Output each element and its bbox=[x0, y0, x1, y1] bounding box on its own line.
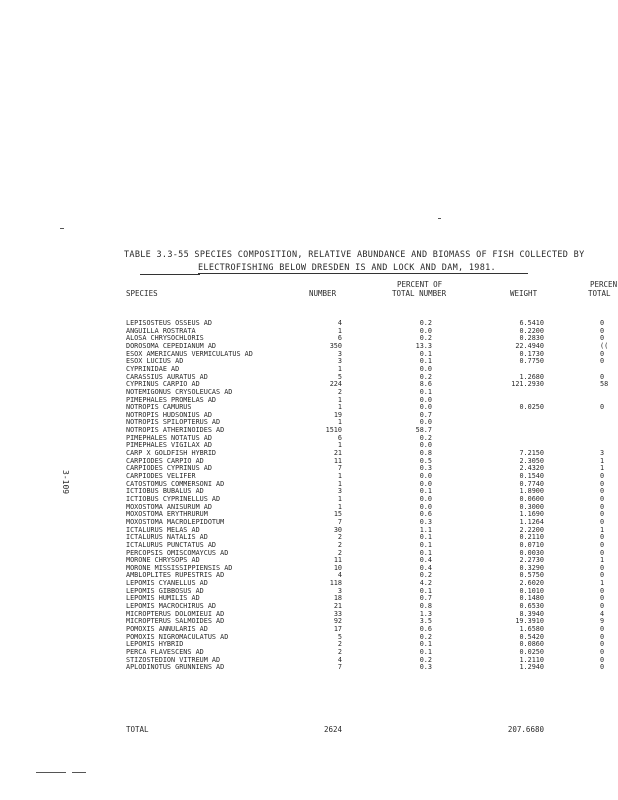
percent-cell: 13.3 bbox=[415, 341, 432, 350]
number-cell: 1 bbox=[337, 494, 342, 503]
percent-weight-cell: 0 bbox=[600, 563, 605, 572]
species-cell: LEPOMIS HUMILIS AD bbox=[126, 594, 200, 603]
header-species: SPECIES bbox=[126, 289, 158, 298]
percent-cell: 0.5 bbox=[419, 456, 432, 465]
species-cell: PIMEPHALES VIGILAX AD bbox=[126, 441, 212, 450]
percent-weight-cell: 0 bbox=[600, 494, 605, 503]
table-row bbox=[0, 542, 618, 549]
species-cell: LEPOMIS HYBRID bbox=[126, 640, 184, 649]
species-cell: PIMEPHALES NOTATUS AD bbox=[126, 433, 212, 442]
percent-cell: 0.1 bbox=[419, 533, 432, 542]
species-cell: MICROPTERUS SALMOIDES AD bbox=[126, 617, 225, 626]
species-cell: CARASSIUS AURATUS AD bbox=[126, 372, 208, 381]
number-cell: 1 bbox=[337, 502, 342, 511]
percent-cell: 8.6 bbox=[419, 380, 432, 389]
percent-weight-cell: 0 bbox=[600, 357, 605, 366]
percent-weight-cell: 0 bbox=[600, 655, 605, 664]
number-cell: 18 bbox=[333, 594, 342, 603]
table-row bbox=[0, 557, 618, 564]
table-row bbox=[0, 450, 618, 457]
percent-weight-cell: 0 bbox=[600, 334, 605, 343]
percent-cell: 0.6 bbox=[419, 510, 432, 519]
percent-cell: 0.1 bbox=[419, 487, 432, 496]
percent-cell: 0.8 bbox=[419, 449, 432, 458]
percent-cell: 0.0 bbox=[419, 326, 432, 335]
table-row bbox=[0, 404, 618, 411]
scan-mark bbox=[438, 218, 441, 219]
percent-weight-cell: 1 bbox=[600, 456, 605, 465]
species-cell: CARPIODES VELIFER bbox=[126, 472, 196, 480]
percent-cell: 0.1 bbox=[419, 387, 432, 396]
percent-cell: 0.0 bbox=[419, 479, 432, 488]
percent-cell: 0.0 bbox=[419, 472, 432, 480]
species-cell: STIZOSTEDION VITREUM AD bbox=[126, 655, 221, 664]
percent-cell: 0.2 bbox=[419, 372, 432, 381]
percent-weight-cell: 0 bbox=[600, 479, 605, 488]
table-row bbox=[0, 320, 618, 327]
weight-cell: 1.2110 bbox=[519, 655, 544, 664]
percent-weight-cell: 0 bbox=[600, 326, 605, 335]
number-cell: 5 bbox=[337, 632, 342, 641]
weight-cell: 0.7750 bbox=[519, 357, 544, 366]
percent-weight-cell: 0 bbox=[600, 540, 605, 549]
percent-cell: 4.2 bbox=[419, 579, 432, 588]
number-cell: 1 bbox=[337, 395, 342, 404]
number-cell: 92 bbox=[333, 617, 342, 626]
number-cell: 1510 bbox=[325, 426, 342, 435]
percent-cell: 0.4 bbox=[419, 563, 432, 572]
header-weight: WEIGHT bbox=[510, 289, 538, 298]
weight-cell: 1.1264 bbox=[519, 517, 544, 526]
percent-weight-cell: 0 bbox=[600, 533, 605, 542]
species-cell: LEPISOSTEUS OSSEUS AD bbox=[126, 319, 212, 327]
species-cell: ICTALURUS NATALIS AD bbox=[126, 533, 208, 542]
weight-cell: 0.2200 bbox=[519, 326, 544, 335]
percent-cell: 3.5 bbox=[419, 617, 432, 626]
species-cell: AMBLOPLITES RUPESTRIS AD bbox=[126, 571, 225, 580]
number-cell: 10 bbox=[333, 563, 342, 572]
scan-mark bbox=[72, 772, 86, 773]
table-row bbox=[0, 519, 618, 526]
species-cell: NOTROPIS HUDSONIUS AD bbox=[126, 410, 212, 419]
number-cell: 21 bbox=[333, 602, 342, 611]
number-cell: 3 bbox=[337, 487, 342, 496]
table-row bbox=[0, 580, 618, 587]
weight-cell: 22.4940 bbox=[515, 341, 544, 350]
header-percent-line1: PERCENT OF bbox=[397, 280, 443, 289]
percent-weight-cell: 0 bbox=[600, 625, 605, 633]
percent-cell: 1.3 bbox=[419, 609, 432, 618]
number-cell: 350 bbox=[329, 341, 342, 350]
number-cell: 2 bbox=[337, 647, 342, 656]
number-cell: 118 bbox=[329, 579, 342, 588]
percent-cell: 0.1 bbox=[419, 540, 432, 549]
species-cell: MOXOSTOMA ANISURUM AD bbox=[126, 502, 212, 511]
weight-cell: 0.0250 bbox=[519, 647, 544, 656]
percent-cell: 0.3 bbox=[419, 663, 432, 672]
percent-cell: 0.2 bbox=[419, 334, 432, 343]
number-cell: 11 bbox=[333, 456, 342, 465]
weight-cell: 0.2830 bbox=[519, 334, 544, 343]
species-cell: PERCA FLAVESCENS AD bbox=[126, 647, 204, 656]
species-cell: ESOX LUCIUS AD bbox=[126, 357, 184, 366]
table-row bbox=[0, 343, 618, 350]
number-cell: 4 bbox=[337, 571, 342, 580]
percent-cell: 0.2 bbox=[419, 632, 432, 641]
table-row bbox=[0, 389, 618, 396]
percent-weight-cell: 0 bbox=[600, 586, 605, 595]
weight-cell: 2.4320 bbox=[519, 464, 544, 473]
table-row bbox=[0, 603, 618, 610]
table-row bbox=[0, 366, 618, 373]
percent-weight-cell: 0 bbox=[600, 571, 605, 580]
percent-cell: 0.1 bbox=[419, 640, 432, 649]
species-cell: ESOX AMERICANUS VERMICULATUS AD bbox=[126, 349, 253, 358]
number-cell: 11 bbox=[333, 556, 342, 565]
species-cell: CARPIODES CARPIO AD bbox=[126, 456, 204, 465]
weight-cell: 0.1480 bbox=[519, 594, 544, 603]
number-cell: 2 bbox=[337, 387, 342, 396]
number-cell: 6 bbox=[337, 334, 342, 343]
weight-cell: 0.3000 bbox=[519, 502, 544, 511]
weight-cell: 0.0250 bbox=[519, 403, 544, 412]
table-row bbox=[0, 381, 618, 388]
weight-cell: 2.2730 bbox=[519, 556, 544, 565]
number-cell: 7 bbox=[337, 517, 342, 526]
species-cell: ANGUILLA ROSTRATA bbox=[126, 326, 196, 335]
weight-cell: 6.5410 bbox=[519, 319, 544, 327]
species-cell: LEPOMIS CYANELLUS AD bbox=[126, 579, 208, 588]
percent-weight-cell: 0 bbox=[600, 502, 605, 511]
number-cell: 4 bbox=[337, 319, 342, 327]
weight-cell: 2.2200 bbox=[519, 525, 544, 534]
number-cell: 224 bbox=[329, 380, 342, 389]
percent-weight-cell: 0 bbox=[600, 548, 605, 557]
percent-weight-cell: 1 bbox=[600, 556, 605, 565]
weight-cell: 8.3940 bbox=[519, 609, 544, 618]
percent-weight-cell: 0 bbox=[600, 640, 605, 649]
number-cell: 7 bbox=[337, 464, 342, 473]
percent-weight-cell: 1 bbox=[600, 525, 605, 534]
percent-cell: 0.1 bbox=[419, 357, 432, 366]
weight-cell: 0.0860 bbox=[519, 640, 544, 649]
table-row bbox=[0, 412, 618, 419]
number-cell: 2 bbox=[337, 540, 342, 549]
number-cell: 17 bbox=[333, 625, 342, 633]
species-cell: ICTALURUS PUNCTATUS AD bbox=[126, 540, 217, 549]
title-underline-left bbox=[140, 274, 200, 275]
percent-cell: 0.0 bbox=[419, 395, 432, 404]
weight-cell: 0.2110 bbox=[519, 533, 544, 542]
number-cell: 30 bbox=[333, 525, 342, 534]
percent-cell: 0.0 bbox=[419, 403, 432, 412]
weight-cell: 1.2940 bbox=[519, 663, 544, 672]
species-cell: PERCOPSIS OMISCOMAYCUS AD bbox=[126, 548, 229, 557]
scan-mark bbox=[36, 772, 66, 773]
percent-cell: 1.1 bbox=[419, 525, 432, 534]
percent-weight-cell: 4 bbox=[600, 609, 605, 618]
percent-cell: 0.4 bbox=[419, 556, 432, 565]
number-cell: 15 bbox=[333, 510, 342, 519]
percent-weight-cell: 0 bbox=[600, 510, 605, 519]
weight-cell: 1.2680 bbox=[519, 372, 544, 381]
header-number: NUMBER bbox=[309, 289, 337, 298]
number-cell: 7 bbox=[337, 663, 342, 672]
header-percent-line2: TOTAL NUMBER bbox=[392, 289, 447, 298]
number-cell: 2 bbox=[337, 533, 342, 542]
percent-cell: 0.3 bbox=[419, 517, 432, 526]
weight-cell: 0.6530 bbox=[519, 602, 544, 611]
number-cell: 2 bbox=[337, 640, 342, 649]
weight-cell: 0.5750 bbox=[519, 571, 544, 580]
table-row bbox=[0, 626, 618, 633]
weight-cell: 0.1010 bbox=[519, 586, 544, 595]
percent-cell: 0.1 bbox=[419, 548, 432, 557]
table-row bbox=[0, 649, 618, 656]
title-underline bbox=[198, 273, 528, 274]
table-row bbox=[0, 473, 618, 480]
percent-weight-cell: 0 bbox=[600, 594, 605, 603]
species-cell: CYPRINIDAE AD bbox=[126, 364, 180, 373]
species-cell: MICROPTERUS DOLOMIEUI AD bbox=[126, 609, 225, 618]
percent-cell: 0.1 bbox=[419, 647, 432, 656]
weight-cell: 1.1690 bbox=[519, 510, 544, 519]
species-cell: LEPOMIS GIBBOSUS AD bbox=[126, 586, 204, 595]
table-row bbox=[0, 358, 618, 365]
weight-cell: 1.8900 bbox=[519, 487, 544, 496]
percent-weight-cell: 58 bbox=[600, 380, 609, 389]
percent-weight-cell: 0 bbox=[600, 472, 605, 480]
weight-cell: 0.0030 bbox=[519, 548, 544, 557]
species-cell: CARPIODES CYPRINUS AD bbox=[126, 464, 212, 473]
species-cell: ICTALURUS MELAS AD bbox=[126, 525, 200, 534]
species-cell: ALOSA CHRYSOCHLORIS bbox=[126, 334, 204, 343]
species-cell: POMOXIS NIGROMACULATUS AD bbox=[126, 632, 229, 641]
number-cell: 3 bbox=[337, 357, 342, 366]
percent-cell: 0.0 bbox=[419, 364, 432, 373]
species-cell: MOXOSTOMA MACROLEPIDOTUM bbox=[126, 517, 225, 526]
side-page-number: 3-109 bbox=[61, 470, 70, 495]
percent-weight-cell: 0 bbox=[600, 647, 605, 656]
table-row bbox=[0, 419, 618, 426]
percent-cell: 0.0 bbox=[419, 418, 432, 427]
species-cell: CATOSTOMUS COMMERSONI AD bbox=[126, 479, 225, 488]
number-cell: 1 bbox=[337, 441, 342, 450]
number-cell: 1 bbox=[337, 403, 342, 412]
species-cell: LEPOMIS MACROCHIRUS AD bbox=[126, 602, 217, 611]
weight-cell: 0.5420 bbox=[519, 632, 544, 641]
species-cell: NOTROPIS ATHERINOIDES AD bbox=[126, 426, 225, 435]
weight-cell: 0.0600 bbox=[519, 494, 544, 503]
number-cell: 1 bbox=[337, 479, 342, 488]
number-cell: 3 bbox=[337, 586, 342, 595]
number-cell: 21 bbox=[333, 449, 342, 458]
table-title-line2: ELECTROFISHING BELOW DRESDEN IS AND LOCK AND DAM, 1981. bbox=[198, 263, 496, 273]
species-cell: NOTEMIGONUS CRYSOLEUCAS AD bbox=[126, 387, 233, 396]
percent-weight-cell: 1 bbox=[600, 579, 605, 588]
table-row bbox=[0, 534, 618, 541]
species-cell: POMOXIS ANNULARIS AD bbox=[126, 625, 208, 633]
weight-cell: 0.1730 bbox=[519, 349, 544, 358]
number-cell: 1 bbox=[337, 326, 342, 335]
species-cell: MORONE CHRYSOPS AD bbox=[126, 556, 200, 565]
percent-cell: 0.8 bbox=[419, 602, 432, 611]
number-cell: 1 bbox=[337, 364, 342, 373]
percent-cell: 0.2 bbox=[419, 319, 432, 327]
percent-cell: 0.6 bbox=[419, 625, 432, 633]
species-cell: ICTIOBUS BUBALUS AD bbox=[126, 487, 204, 496]
number-cell: 19 bbox=[333, 410, 342, 419]
percent-cell: 58.7 bbox=[415, 426, 432, 435]
weight-cell: 7.2150 bbox=[519, 449, 544, 458]
percent-weight-cell: 1 bbox=[600, 464, 605, 473]
percent-cell: 0.2 bbox=[419, 571, 432, 580]
species-cell: APLODINOTUS GRUNNIENS AD bbox=[126, 663, 225, 672]
species-cell: NOTROPIS CAMURUS bbox=[126, 403, 192, 412]
percent-cell: 0.2 bbox=[419, 655, 432, 664]
species-cell: DOROSOMA CEPEDIANUM AD bbox=[126, 341, 217, 350]
species-cell: CYPRINUS CARPIO AD bbox=[126, 380, 200, 389]
percent-weight-cell: 0 bbox=[600, 372, 605, 381]
species-cell: PIMEPHALES PROMELAS AD bbox=[126, 395, 217, 404]
total-weight: 207.6680 bbox=[507, 725, 544, 734]
weight-cell: 0.1540 bbox=[519, 472, 544, 480]
percent-cell: 0.0 bbox=[419, 494, 432, 503]
weight-cell: 0.3290 bbox=[519, 563, 544, 572]
weight-cell: 19.3910 bbox=[515, 617, 544, 626]
percent-weight-cell: 0 bbox=[600, 319, 605, 327]
scan-mark bbox=[60, 228, 64, 229]
table-row bbox=[0, 664, 618, 671]
table-title-line1: TABLE 3.3-55 SPECIES COMPOSITION, RELATIVE ABUNDANCE AND BIOMASS OF FISH COLLECTED BY bbox=[124, 250, 585, 260]
percent-cell: 0.7 bbox=[419, 410, 432, 419]
weight-cell: 121.2930 bbox=[511, 380, 544, 389]
number-cell: 4 bbox=[337, 655, 342, 664]
weight-cell: 2.6020 bbox=[519, 579, 544, 588]
percent-cell: 0.0 bbox=[419, 502, 432, 511]
table-row bbox=[0, 427, 618, 434]
percent-cell: 0.1 bbox=[419, 586, 432, 595]
percent-weight-cell: 0 bbox=[600, 632, 605, 641]
species-cell: NOTROPIS SPILOPTERUS AD bbox=[126, 418, 221, 427]
weight-cell: 0.7740 bbox=[519, 479, 544, 488]
percent-weight-cell: 9 bbox=[600, 617, 605, 626]
percent-cell: 0.7 bbox=[419, 594, 432, 603]
number-cell: 6 bbox=[337, 433, 342, 442]
species-cell: MOXOSTOMA ERYTHRURUM bbox=[126, 510, 208, 519]
percent-cell: 0.2 bbox=[419, 433, 432, 442]
percent-cell: 0.1 bbox=[419, 349, 432, 358]
percent-weight-cell: 0 bbox=[600, 602, 605, 611]
header-pct-weight-line2: TOTAL bbox=[588, 289, 611, 298]
weight-cell: 2.3050 bbox=[519, 456, 544, 465]
percent-cell: 0.0 bbox=[419, 441, 432, 450]
number-cell: 1 bbox=[337, 472, 342, 480]
table-row bbox=[0, 496, 618, 503]
total-label: TOTAL bbox=[126, 725, 149, 734]
number-cell: 33 bbox=[333, 609, 342, 618]
percent-weight-cell: 0 bbox=[600, 349, 605, 358]
number-cell: 1 bbox=[337, 418, 342, 427]
percent-weight-cell: (( bbox=[600, 341, 609, 350]
weight-cell: 1.6580 bbox=[519, 625, 544, 633]
species-cell: CARP X GOLDFISH HYBRID bbox=[126, 449, 217, 458]
number-cell: 5 bbox=[337, 372, 342, 381]
header-pct-weight-line1: PERCEN bbox=[590, 280, 618, 289]
percent-cell: 0.3 bbox=[419, 464, 432, 473]
number-cell: 3 bbox=[337, 349, 342, 358]
total-number: 2624 bbox=[323, 725, 342, 734]
percent-weight-cell: 3 bbox=[600, 449, 605, 458]
percent-weight-cell: 0 bbox=[600, 517, 605, 526]
table-row bbox=[0, 435, 618, 442]
percent-weight-cell: 0 bbox=[600, 663, 605, 672]
species-cell: ICTIOBUS CYPRINELLUS AD bbox=[126, 494, 221, 503]
percent-weight-cell: 0 bbox=[600, 403, 605, 412]
percent-weight-cell: 0 bbox=[600, 487, 605, 496]
number-cell: 2 bbox=[337, 548, 342, 557]
weight-cell: 0.0710 bbox=[519, 540, 544, 549]
species-cell: MORONE MISSISSIPPIENSIS AD bbox=[126, 563, 233, 572]
